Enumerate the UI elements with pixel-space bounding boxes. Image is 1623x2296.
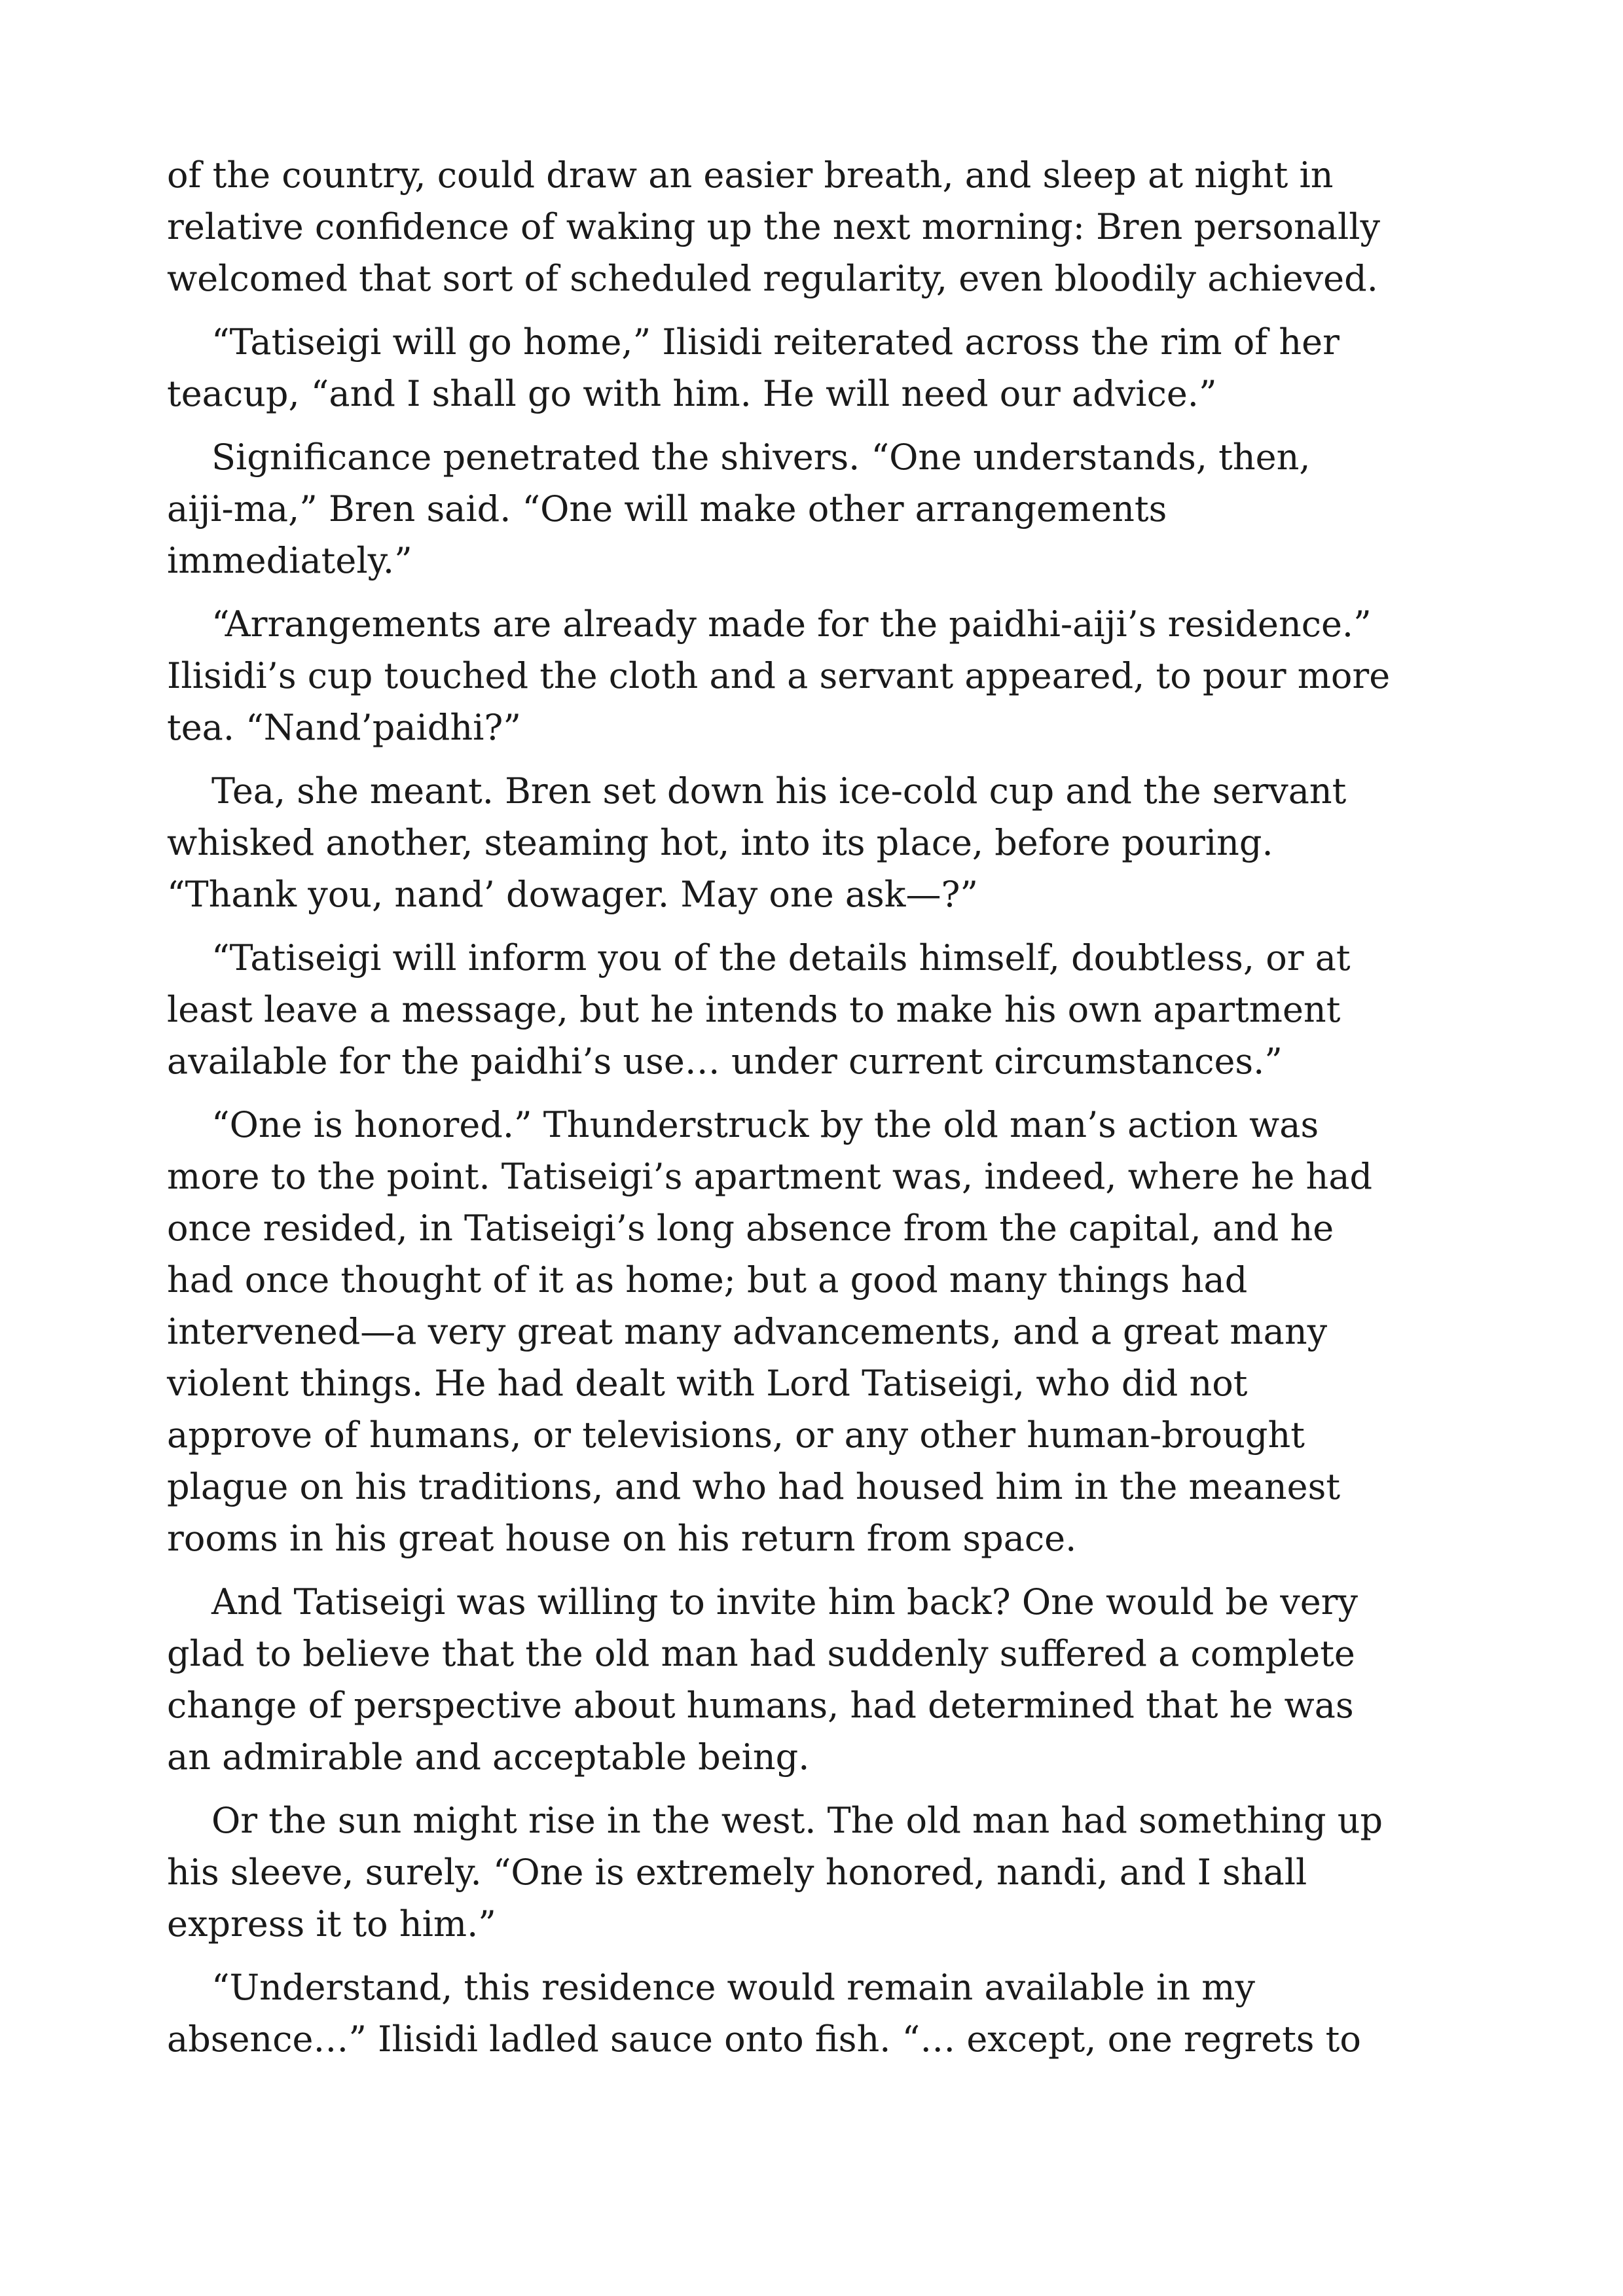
text-line: glad to believe that the old man had suddenly suffered a complete xyxy=(167,1633,1355,1674)
text-line: had once thought of it as home; but a good many things had xyxy=(167,1259,1248,1300)
text-line: And Tatiseigi was willing to invite him back? One would be very xyxy=(211,1581,1358,1623)
paragraph xyxy=(167,932,1476,1087)
text-line: available for the paidhi’s use… under current circumstances.” xyxy=(167,1041,1283,1082)
text-line: once resided, in Tatiseigi’s long absence from the capital, and he xyxy=(167,1208,1334,1249)
text-line: tea. “Nand’paidhi?” xyxy=(167,707,521,748)
text-line: welcomed that sort of scheduled regularity, even bloodily achieved. xyxy=(167,258,1378,299)
paragraph xyxy=(167,149,1476,304)
text-line: immediately.” xyxy=(167,540,412,581)
text-line: express it to him.” xyxy=(167,1903,496,1945)
text-line: “Thank you, nand’ dowager. May one ask—?” xyxy=(167,874,979,915)
text-line: rooms in his great house on his return from space. xyxy=(167,1518,1077,1559)
text-line: intervened—a very great many advancements, and a great many xyxy=(167,1311,1328,1352)
text-line: Ilisidi’s cup touched the cloth and a servant appeared, to pour more xyxy=(167,655,1391,696)
paragraph xyxy=(167,431,1476,586)
paragraph xyxy=(167,1962,1476,2065)
text-line: Or the sun might rise in the west. The old man had something up xyxy=(211,1800,1383,1841)
paragraph xyxy=(167,765,1476,920)
text-line: “Understand, this residence would remain available in my xyxy=(211,1967,1255,2008)
text-line: “Tatiseigi will go home,” Ilisidi reiterated across the rim of her xyxy=(211,321,1340,363)
paragraph xyxy=(167,316,1476,420)
text-line: whisked another, steaming hot, into its place, before pouring. xyxy=(167,822,1273,863)
text-line: of the country, could draw an easier breath, and sleep at night in xyxy=(167,154,1334,196)
text-line: his sleeve, surely. “One is extremely honored, nandi, and I shall xyxy=(167,1852,1307,1893)
text-line: violent things. He had dealt with Lord Tatiseigi, who did not xyxy=(167,1363,1248,1404)
text-line: “One is honored.” Thunderstruck by the old man’s action was xyxy=(211,1104,1319,1145)
text-line: absence…” Ilisidi ladled sauce onto fish. “… except, one regrets to xyxy=(167,2018,1361,2060)
text-line: more to the point. Tatiseigi’s apartment was, indeed, where he had xyxy=(167,1156,1373,1197)
body-text xyxy=(167,149,1476,2077)
text-line: relative confidence of waking up the next morning: Bren personally xyxy=(167,206,1381,247)
text-line: “Arrangements are already made for the paidhi-aiji’s residence.” xyxy=(211,603,1372,645)
text-line: aiji-ma,” Bren said. “One will make other arrangements xyxy=(167,488,1167,529)
text-line: “Tatiseigi will inform you of the details himself, doubtless, or at xyxy=(211,937,1351,978)
text-line: an admirable and acceptable being. xyxy=(167,1736,810,1778)
text-line: plague on his traditions, and who had housed him in the meanest xyxy=(167,1466,1341,1507)
paragraph xyxy=(167,1099,1476,1564)
paragraph xyxy=(167,598,1476,753)
text-line: change of perspective about humans, had determined that he was xyxy=(167,1685,1354,1726)
text-line: Significance penetrated the shivers. “One understands, then, xyxy=(211,437,1311,478)
text-line: Tea, she meant. Bren set down his ice-cold cup and the servant xyxy=(211,770,1347,812)
paragraph xyxy=(167,1576,1476,1783)
paragraph xyxy=(167,1795,1476,1950)
text-line: least leave a message, but he intends to make his own apartment xyxy=(167,989,1341,1030)
text-line: teacup, “and I shall go with him. He will need our advice.” xyxy=(167,373,1217,414)
text-line: approve of humans, or televisions, or any other human-brought xyxy=(167,1414,1305,1456)
